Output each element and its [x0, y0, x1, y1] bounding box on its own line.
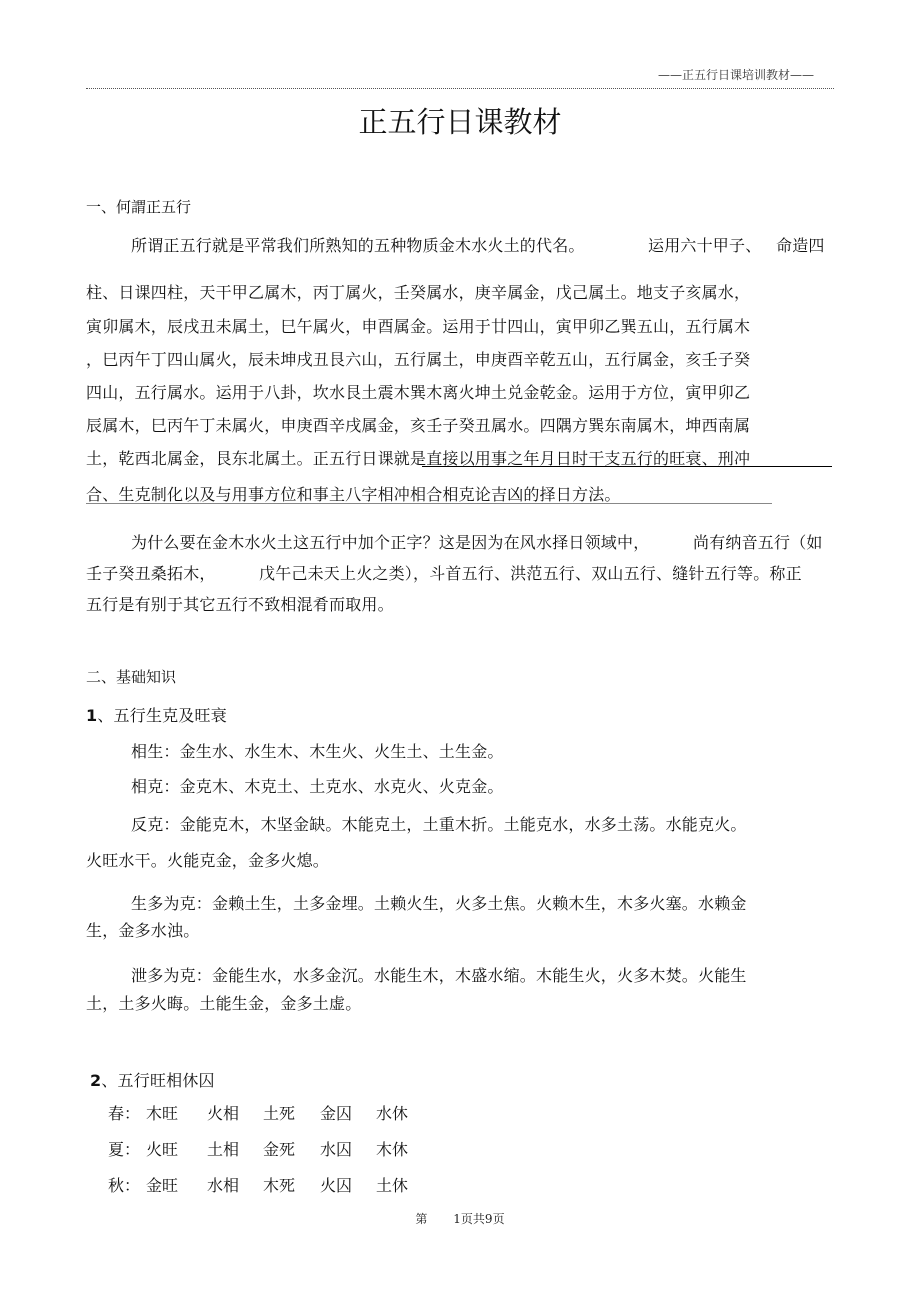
xiangke-line: 相克：金克木、木克土、土克水、水克火、火克金。 [131, 777, 504, 796]
para1-line4: ，巳丙午丁四山属火，辰未坤戌丑艮六山，五行属土，申庚酉辛乾五山，五行属金，亥壬子癸 [86, 350, 751, 369]
shengduo-line2: 生，金多水浊。 [86, 921, 200, 940]
subsection-1-heading [86, 703, 227, 726]
season-row-summer [0, 1137, 920, 1159]
subsection-2-title: 、五行旺相休囚 [101, 1071, 215, 1090]
page-footer [0, 1210, 920, 1227]
fanke-line2: 火旺水干。火能克金，金多火熄。 [86, 851, 330, 870]
underline-rule-1 [422, 466, 832, 467]
season-cell: 水相 [207, 1176, 240, 1195]
para2-line3: 五行是有别于其它五行不致相混肴而取用。 [86, 595, 394, 614]
para1-line1b: 运用六十甲子、 [648, 236, 762, 255]
season-cell: 火相 [207, 1104, 240, 1123]
footer-mid: 页共 [460, 1212, 485, 1226]
footer-prefix: 第 [415, 1212, 428, 1226]
para1-line7: 土，乾西北属金，艮东北属土。正五行日课就是直接以用事之年月日时干支五行的旺衰、刑冲 [86, 449, 751, 468]
subsection-2-heading [90, 1068, 215, 1091]
para1-line5: 四山，五行属水。运用于八卦，坎水艮土震木巽木离火坤土兑金乾金。运用于方位，寅甲卯乙 [86, 383, 751, 402]
season-label: 春： [108, 1104, 141, 1123]
season-cell: 木休 [376, 1140, 409, 1159]
section-2-heading: 二、基础知识 [86, 668, 177, 686]
season-cell: 土相 [207, 1140, 240, 1159]
footer-suffix: 页 [492, 1212, 505, 1226]
para1-line3: 寅卯属木，辰戌丑未属土，巳午属火，申酉属金。运用于廿四山，寅甲卯乙巽五山，五行属木 [86, 317, 751, 336]
running-header: ——正五行日课培训教材—— [657, 68, 814, 82]
para2-line2a: 壬子癸丑桑拓木， [86, 564, 216, 583]
footer-total-pages: 9 [484, 1212, 493, 1226]
para1-line2: 柱、日课四柱，天干甲乙属木，丙丁属火，壬癸属水，庚辛属金，戊己属土。地支子亥属水， [86, 283, 751, 302]
season-cell: 金囚 [320, 1104, 353, 1123]
para2-line2b: 戊午己未天上火之类），斗首五行、洪范五行、双山五行、缝针五行等。称正 [259, 564, 802, 583]
underline-rule-2 [86, 503, 772, 504]
season-cell: 木旺 [146, 1104, 179, 1123]
para1-line1c: 命造四 [776, 236, 825, 255]
subsection-1-number: 1 [86, 706, 98, 725]
season-cell: 土休 [376, 1176, 409, 1195]
season-row-autumn [0, 1173, 920, 1195]
section-1-heading: 一、何謂正五行 [86, 198, 192, 216]
season-row-spring [0, 1101, 920, 1123]
para1-line1a: 所谓正五行就是平常我们所熟知的五种物质金木水火土的代名。 [131, 236, 585, 255]
para2-line1b: 尚有纳音五行（如 [693, 533, 823, 552]
season-cell: 水休 [376, 1104, 409, 1123]
season-cell: 金旺 [146, 1176, 179, 1195]
season-cell: 火囚 [320, 1176, 353, 1195]
shengduo-line1: 生多为克：金赖土生，土多金埋。土赖火生，火多土焦。火赖木生，木多火塞。水赖金 [131, 894, 747, 913]
xieduo-line1: 泄多为克：金能生水，水多金沉。水能生木，木盛水缩。木能生火，火多木焚。火能生 [131, 966, 747, 985]
season-cell: 火旺 [146, 1140, 179, 1159]
season-cell: 木死 [263, 1176, 296, 1195]
subsection-1-title: 、五行生克及旺衰 [97, 706, 227, 725]
season-label: 夏： [108, 1140, 141, 1159]
footer-page-number: 1 [453, 1212, 461, 1226]
header-divider [86, 88, 834, 89]
season-cell: 金死 [263, 1140, 296, 1159]
season-cell: 土死 [263, 1104, 296, 1123]
xieduo-line2: 土，土多火晦。土能生金，金多土虚。 [86, 994, 362, 1013]
document-title: 正五行日课教材 [358, 105, 562, 139]
xiangsheng-line: 相生：金生水、水生木、木生火、火生土、土生金。 [131, 742, 504, 761]
fanke-line1: 反克：金能克木，木坚金缺。木能克土，土重木折。土能克水，水多土荡。水能克火。 [131, 815, 747, 834]
season-cell: 水囚 [320, 1140, 353, 1159]
season-label: 秋： [108, 1176, 141, 1195]
para1-line6: 辰属木，巳丙午丁未属火，申庚酉辛戌属金，亥壬子癸丑属水。四隅方巽东南属木，坤西南属 [86, 416, 751, 435]
para2-line1a: 为什么要在金木水火土这五行中加个正字？这是因为在风水择日领域中， [131, 533, 650, 552]
subsection-2-number: 2 [90, 1071, 102, 1090]
para1-line8: 合、生克制化以及与用事方位和事主八字相冲相合相克论吉凶的择日方法。 [86, 485, 621, 504]
